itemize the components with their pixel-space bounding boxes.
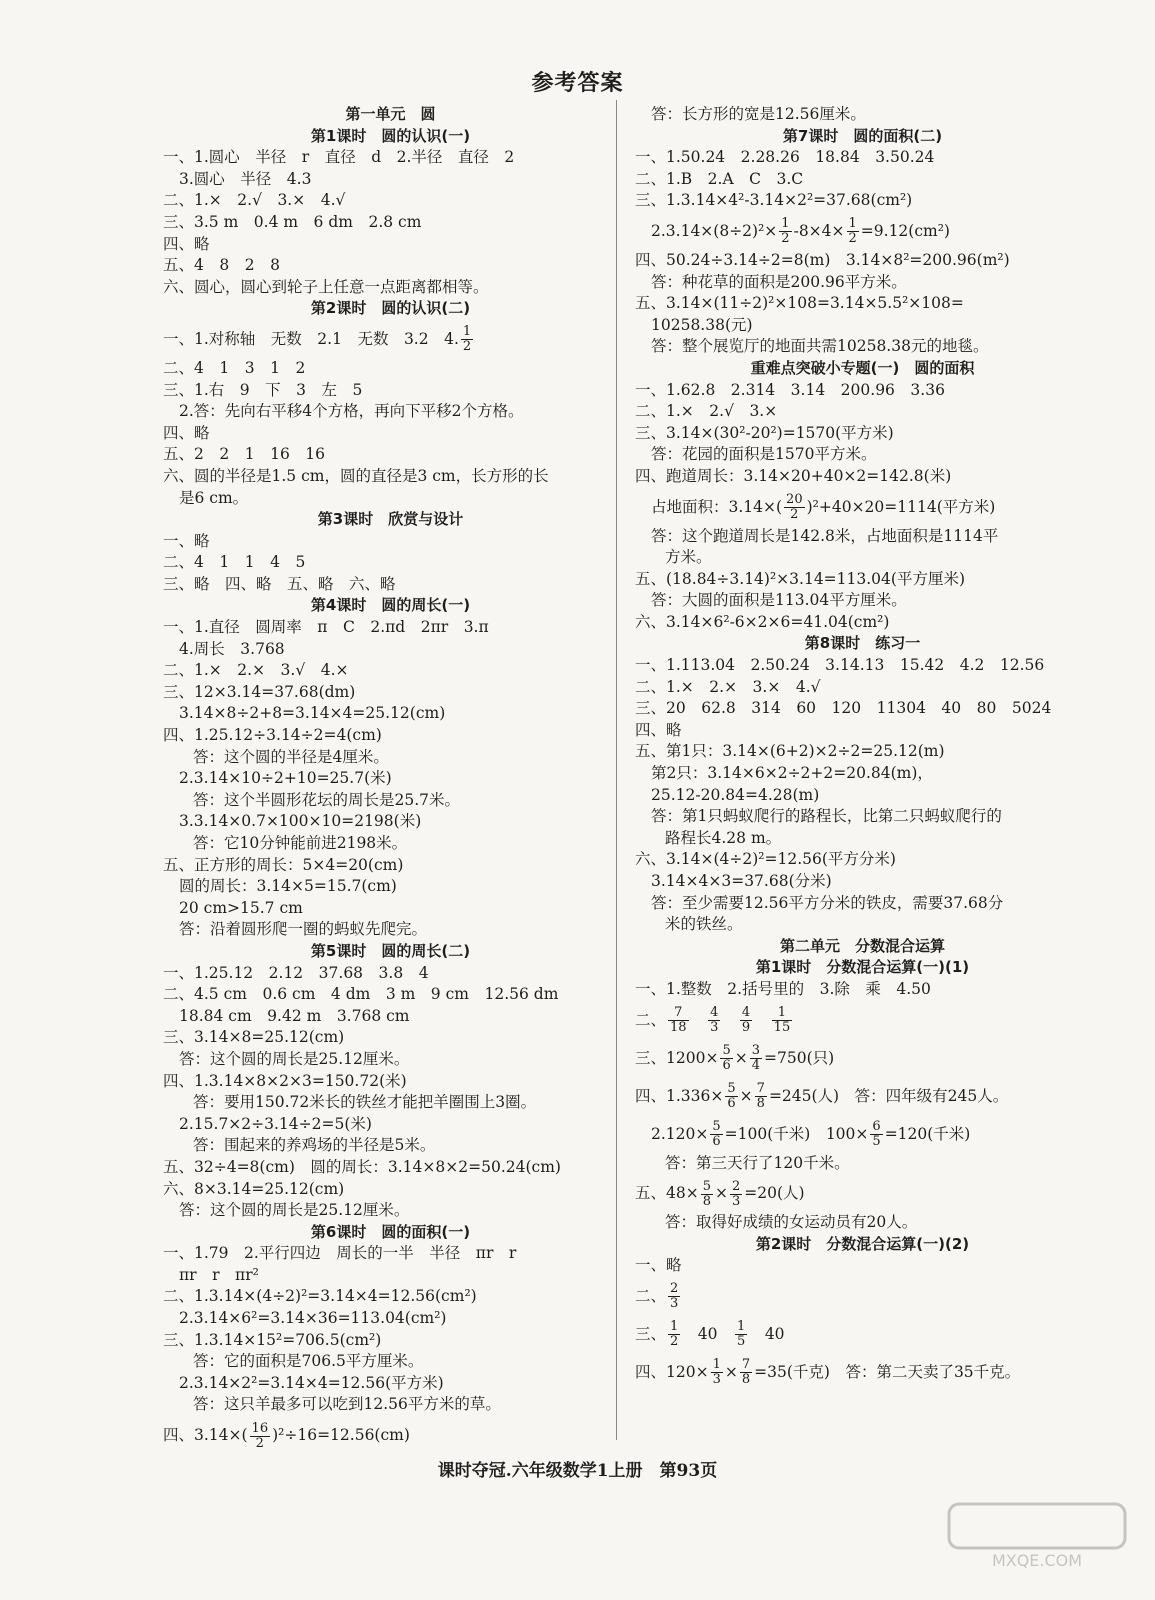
text-segment: 四、1.336× [635,1086,724,1105]
answer-line: 四、略 [635,720,682,739]
section-heading: 第6课时 圆的面积(一) [310,1222,471,1241]
numerator: 7 [668,1006,689,1021]
answer-line [163,320,618,358]
fraction [730,1180,742,1209]
answer-line: 一、1.113.04 2.50.24 3.14.13 15.42 4.2 12.56 [635,656,1045,675]
denominator: 4 [751,1058,760,1074]
denominator: 3 [670,1296,679,1312]
fraction [708,1006,720,1035]
numerator: 5 [702,1178,711,1194]
answer-line: 一、1.79 2.平行四边 周长的一半 半径 πr r [163,1244,517,1263]
answer-line: 一、略 [163,531,210,550]
answer-line: 一、1.整数 2.括号里的 3.除 乘 4.50 [635,979,931,998]
answer-line: 2.15.7×2÷3.14÷2=5(米) [179,1114,372,1133]
answer-line: 2.答：先向右平移4个方格，再向下平移2个方格。 [179,402,524,421]
numerator: 1 [670,1319,679,1335]
fraction [710,1120,722,1149]
fraction [847,217,859,246]
denominator: 2 [848,231,857,247]
denominator: 9 [741,1020,751,1036]
numerator: 7 [756,1081,765,1097]
fraction [740,1006,752,1035]
text-segment: × [739,1086,753,1105]
section-heading: 重难点突破小专题(一) 圆的面积 [750,358,975,377]
numerator: 2 [670,1281,679,1297]
fraction [870,1120,882,1149]
answer-line: 答：种花草的面积是200.96平方米。 [651,272,907,291]
answer-line: 三、1.3.14×4²-3.14×2²=37.68(cm²) [635,191,913,210]
numerator: 4 [710,1005,719,1021]
answer-line [635,1353,1090,1391]
answer-line [635,212,1090,250]
numerator: 6 [872,1119,881,1135]
answer-line: 二、4.5 cm 0.6 cm 4 dm 3 m 9 cm 12.56 dm [163,985,559,1004]
answer-line: 三、3.14×(30²-20²)=1570(平方米) [635,423,894,442]
numerator: 1 [462,324,472,340]
denominator: 8 [756,1096,765,1112]
answer-line: 3.14×8÷2+8=3.14×4=25.12(cm) [179,704,446,723]
numerator: 2 [732,1178,741,1194]
fraction [725,1082,737,1111]
section-heading: 第5课时 圆的周长(二) [310,941,471,960]
section-heading: 第1课时 分数混合运算(一)(1) [755,958,970,977]
text-segment: 二、 [635,1010,667,1029]
text-segment: 2.3.14×(8÷2)²× [651,221,778,240]
numerator: 20 [786,492,803,507]
fraction [755,1082,767,1111]
answer-line [635,488,1090,526]
answer-line: 答：这个圆的周长是25.12厘米。 [179,1049,410,1068]
fraction [772,1006,793,1035]
answer-line: 答：大圆的面积是113.04平方厘米。 [651,591,907,610]
text-segment [691,1011,707,1029]
text-segment: × [715,1184,728,1203]
denominator: 2 [781,231,790,247]
text-segment: -8×4× [793,221,845,240]
answer-line: 二、1.× 2.√ 3.× 4.√ [163,191,346,210]
numerator: 3 [751,1043,760,1059]
denominator: 2 [670,1334,679,1350]
answer-line [635,1277,1090,1315]
answer-line: 二、1.× 2.× 3.√ 4.× [163,661,349,680]
numerator: 1 [712,1357,721,1373]
text-segment: × [724,1362,738,1381]
fraction [735,1320,747,1349]
answer-line: 六、8×3.14=25.12(cm) [163,1179,345,1198]
text-segment: 三、 [635,1324,667,1343]
answer-line: 一、1.直径 圆周率 π C 2.πd 2πr 3.π [163,618,489,637]
numerator: 1 [781,216,790,232]
answer-line: 二、4 1 3 1 2 [163,358,306,377]
text-segment: 40 [682,1324,734,1343]
fraction [779,217,791,246]
text-segment: =35(千克) 答：第二天卖了35千克。 [754,1362,1021,1381]
fraction [740,1358,752,1387]
left-column [163,104,618,1454]
text-segment: 40 [749,1324,785,1343]
section-heading: 第7课时 圆的面积(二) [782,126,943,145]
answer-line: 方米。 [665,548,712,567]
answer-line: 五、32÷4=8(cm) 圆的周长：3.14×8×2=50.24(cm) [163,1157,561,1176]
section-heading: 第1课时 圆的认识(一) [310,126,471,145]
answer-line: 答：它10分钟能前进2198米。 [193,834,408,852]
denominator: 3 [710,1020,719,1036]
text-segment [754,1011,770,1029]
denominator: 5 [872,1134,881,1150]
denominator: 18 [670,1020,687,1036]
text-segment: 二、 [635,1286,667,1305]
numerator: 5 [722,1043,731,1059]
answer-line: 五、2 2 1 16 16 [163,445,326,464]
fraction [668,1320,680,1349]
answer-line: 答：这个跑道周长是142.8米，占地面积是1114平 [651,526,999,545]
fraction [720,1044,732,1073]
answer-line [635,1039,1090,1077]
text-segment: =20(人) [744,1184,805,1203]
text-segment: )²÷16=12.56(cm) [272,1426,410,1445]
answer-line: 答：这个圆的周长是25.12厘米。 [179,1201,410,1220]
answer-line: 三、3.5 m 0.4 m 6 dm 2.8 cm [163,212,422,231]
answer-line [635,1077,1090,1115]
answer-line: 3.圆心 半径 4.3 [179,169,312,188]
fraction [668,1006,689,1035]
text-segment: 三、1200× [635,1048,719,1067]
answer-line: 路程长4.28 m。 [665,828,782,847]
answer-line: 答：这只羊最多可以吃到12.56平方米的草。 [193,1395,501,1414]
numerator: 5 [712,1119,721,1135]
answer-line: 三、1.右 9 下 3 左 5 [163,380,363,399]
numerator: 16 [251,1420,269,1436]
answer-line: 20 cm>15.7 cm [179,898,303,917]
fraction [461,325,473,354]
fraction [711,1358,723,1387]
section-heading: 第4课时 圆的周长(一) [310,596,471,615]
answer-line: 18.84 cm 9.42 m 3.768 cm [179,1006,410,1025]
text-segment: 占地面积：3.14×( [651,497,783,516]
answer-line [635,1315,1090,1353]
section-heading: 第8课时 练习一 [804,634,921,653]
answer-line: 四、50.24÷3.14÷2=8(m) 3.14×8²=200.96(m²) [635,250,1010,269]
answer-line: 二、4 1 1 4 5 [163,553,306,572]
answer-line: 四、跑道周长：3.14×20+40×2=142.8(米) [635,466,952,485]
answer-line: 圆的周长：3.14×5=15.7(cm) [179,877,397,896]
denominator: 3 [712,1372,721,1388]
answer-line: 四、1.3.14×8×2×3=150.72(米) [163,1071,407,1090]
answer-line: 二、1.3.14×(4÷2)²=3.14×4=12.56(cm²) [163,1287,477,1306]
answer-line: 六、圆心，圆心到轮子上任意一点距离都相等。 [163,277,489,296]
numerator: 5 [727,1081,736,1097]
numerator: 1 [772,1006,793,1021]
answer-line: 四、略 [163,423,210,442]
answer-line: 答：取得好成绩的女运动员有20人。 [665,1213,918,1232]
answer-line: 答：沿着圆形爬一圈的蚂蚁先爬完。 [179,920,428,939]
answer-line: 2.3.14×2²=3.14×4=12.56(平方米) [179,1373,444,1392]
answer-line: 25.12-20.84=4.28(m) [651,785,820,804]
answer-line: 六、3.14×(4÷2)²=12.56(平方分米) [635,850,896,869]
answer-line: 五、(18.84÷3.14)²×3.14=113.04(平方厘米) [635,569,965,588]
text-segment: 五、48× [635,1184,699,1203]
answer-line: 第2只：3.14×6×2÷2+2=20.84(m)， [651,764,933,783]
answer-line: 五、3.14×(11÷2)²×108=3.14×5.5²×108= [635,294,964,313]
answer-line: 答：它的面积是706.5平方厘米。 [193,1352,424,1371]
denominator: 8 [741,1372,751,1388]
answer-line: 二、1.× 2.√ 3.× [635,402,778,421]
page-footer: 课时夺冠.六年级数学1上册 第93页 [437,1461,718,1481]
denominator: 6 [712,1134,721,1150]
answer-line: 米的铁丝。 [665,915,743,934]
section-heading: 第2课时 分数混合运算(一)(2) [755,1234,970,1253]
answer-line: 10258.38(元) [651,315,753,334]
answer-line: 三、略 四、略 五、略 六、略 [163,574,396,593]
answer-line: 答：花园的面积是1570平方米。 [651,445,877,464]
fraction [668,1282,680,1311]
right-column [635,104,1090,1391]
answer-line [635,1174,1090,1212]
text-segment: =750(只) [764,1048,835,1067]
section-heading: 第2课时 圆的认识(二) [310,299,471,318]
denominator: 3 [732,1193,741,1209]
text-segment: 2.120× [651,1124,709,1143]
page-title: 参考答案 [531,70,624,96]
answer-line: 五、4 8 2 8 [163,256,280,275]
answer-line: 六、圆的半径是1.5 cm，圆的直径是3 cm，长方形的长 [163,466,549,485]
text-segment [722,1011,738,1029]
answer-line: 五、第1只：3.14×(6+2)×2÷2=25.12(m) [635,742,945,761]
answer-line [635,1115,1090,1153]
answer-line: 答：第三天行了120千米。 [665,1153,850,1172]
answer-line: 四、1.25.12÷3.14÷2=4(cm) [163,726,382,745]
fraction [701,1180,713,1209]
answer-line: 三、1.3.14×15²=706.5(cm²) [163,1330,382,1349]
answer-line: 4.周长 3.768 [179,639,285,658]
text-segment: × [734,1048,748,1067]
denominator: 6 [722,1058,731,1074]
numerator: 7 [741,1357,751,1373]
answer-line: 四、略 [163,234,210,253]
text-segment: =100(千米) 100× [724,1124,869,1143]
watermark-text: MXQE.COM [991,1551,1083,1570]
text-segment: =120(千米) [884,1124,971,1143]
numerator: 1 [737,1319,746,1335]
answer-line [635,1001,1090,1039]
fraction [750,1044,762,1073]
numerator: 1 [848,216,857,232]
denominator: 5 [737,1334,746,1350]
answer-line: 五、正方形的周长：5×4=20(cm) [163,855,404,874]
answer-line: 答：要用150.72米长的铁丝才能把羊圈围上3圈。 [193,1093,537,1112]
answer-line: 2.3.14×10÷2+10=25.7(米) [179,769,392,788]
text-segment: =245(人) 答：四年级有245人。 [768,1086,1009,1105]
answer-line: 三、20 62.8 314 60 120 11304 40 80 5024 [635,699,1052,718]
answer-line: 一、1.50.24 2.28.26 18.84 3.50.24 [635,148,935,167]
answer-line: 答：这个半圆形花坛的周长是25.7米。 [193,790,461,809]
section-heading: 第一单元 圆 [345,105,436,123]
answer-line: 3.14×4×3=37.68(分米) [651,872,832,890]
denominator: 6 [727,1096,736,1112]
denominator: 8 [702,1193,711,1209]
answer-line: πr r πr² [179,1265,259,1284]
text-segment: 四、3.14×( [163,1426,248,1445]
answer-line: 2.3.14×6²=3.14×36=113.04(cm²) [179,1309,447,1328]
answer-line: 一、略 [635,1256,682,1275]
answer-line: 答：围起来的养鸡场的半径是5米。 [193,1136,436,1155]
answer-line: 答：第1只蚂蚁爬行的路程长，比第二只蚂蚁爬行的 [651,807,1002,826]
fraction [784,493,805,522]
answer-line: 答：至少需要12.56平方分米的铁皮，需要37.68分 [651,893,1004,912]
answer-line: 六、3.14×6²-6×2×6=41.04(cm²) [635,612,890,631]
section-heading: 第3课时 欣赏与设计 [317,510,464,529]
answer-line: 是6 cm。 [179,488,249,507]
denominator: 2 [255,1435,264,1451]
denominator: 2 [790,507,799,522]
text-segment: =9.12(cm²) [860,221,950,240]
denominator: 15 [773,1020,791,1036]
answer-line: 一、1.圆心 半径 r 直径 d 2.半径 直径 2 [163,148,515,167]
answer-line: 三、12×3.14=37.68(dm) [163,682,356,701]
text-segment: 一、1.对称轴 无数 2.1 无数 3.2 4. [163,329,459,348]
answer-line: 3.3.14×0.7×100×10=2198(米) [179,812,422,831]
answer-line: 一、1.25.12 2.12 37.68 3.8 4 [163,963,429,982]
numerator: 4 [741,1005,751,1021]
answer-line: 答：这个圆的半径是4厘米。 [193,747,389,766]
fraction [250,1422,271,1451]
answer-line: 二、1.B 2.A C 3.C [635,169,804,188]
answer-line [163,1416,618,1454]
answer-line: 一、1.62.8 2.314 3.14 200.96 3.36 [635,380,945,399]
answer-line: 答：长方形的宽是12.56厘米。 [651,105,866,123]
text-segment: )²+40×20=1114(平方米) [806,497,996,516]
answer-line: 二、1.× 2.× 3.× 4.√ [635,677,821,696]
text-segment: 四、120× [635,1362,709,1381]
denominator: 2 [462,339,472,355]
watermark-logo [947,1502,1127,1572]
answer-line: 三、3.14×8=25.12(cm) [163,1028,345,1047]
section-heading: 第二单元 分数混合运算 [779,936,945,955]
answer-line: 答：整个展览厅的地面共需10258.38元的地毯。 [651,337,989,356]
